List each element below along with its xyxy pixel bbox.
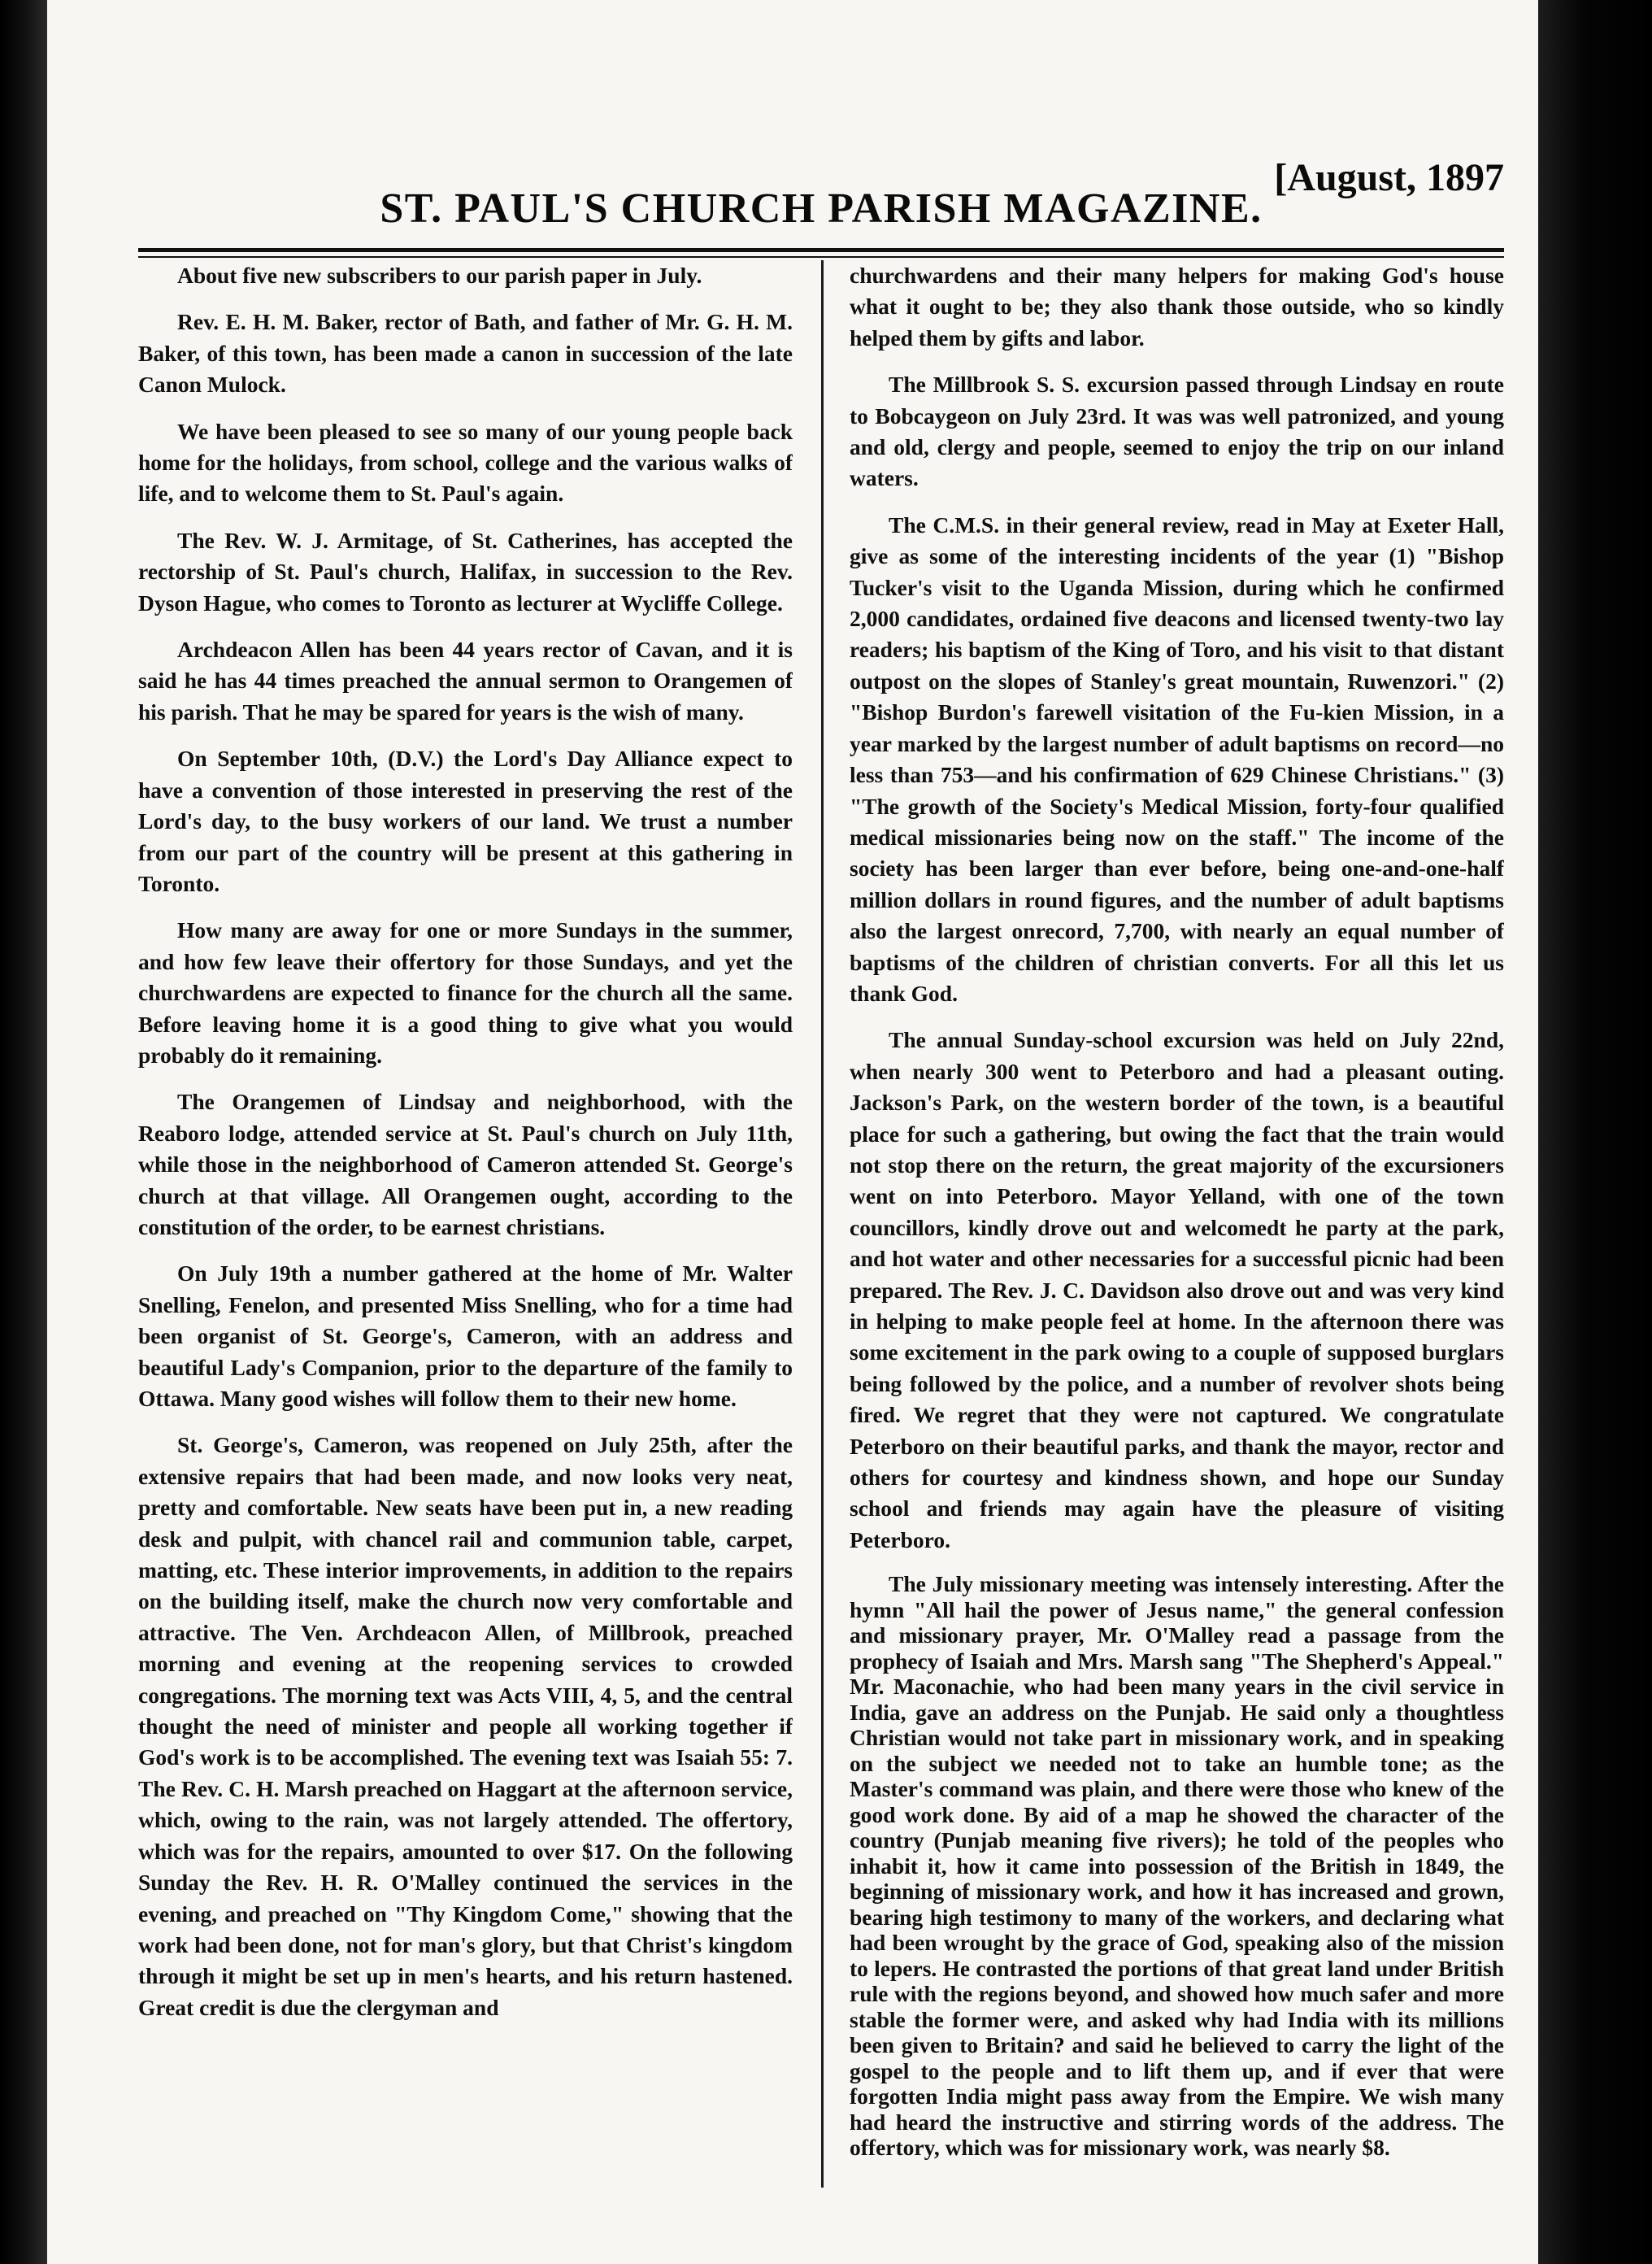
header-rule-thick <box>138 248 1504 252</box>
paragraph: How many are away for one or more Sundays in the summer, and how few leave their offertory for those Sundays, and yet the churchwardens are expected to finance for the church all the same. Before leaving home it is a good thing to give what you would probably do it remaining. <box>138 917 793 1068</box>
paragraph: The Rev. W. J. Armitage, of St. Catherines, has accepted the rectorship of St. Paul's church, Halifax, in succession to the Rev. Dyson Hague, who comes to Toronto as lecturer at Wycliffe College. <box>138 527 793 616</box>
magazine-title: ST. PAUL'S CHURCH PARISH MAGAZINE. <box>380 185 1263 232</box>
paragraph: The C.M.S. in their general review, read in May at Exeter Hall, give as some of the interesting incidents of the year (1) "Bishop Tucker's visit to the Uganda Mission, during which he confirmed 2,000 candidates, ordained five deacons and licensed twenty-two lay readers; his baptism of the King of Toro, and his visit to that distant outpost on the slopes of Stanley's great mountain, Ruwenzori." (2) "Bishop Burdon's farewell visitation of the Fu-kien Mission, in a year marked by the largest number of adult baptisms on record—no less than 753—and his confirmation of 629 Chinese Christians." (3) "The growth of the Society's Medical Mission, forty-four qualified medical missionaries being now on the staff." The income of the society has been larger than ever before, being one-and-one-half million dollars in round figures, and the number of adult baptisms also the largest onrecord, 7,700, with nearly an equal number of baptisms of the children of christian converts. For all this let us thank God. <box>850 512 1504 1006</box>
page-content <box>138 126 1504 2208</box>
page-header <box>138 126 1504 248</box>
article-columns <box>138 260 1504 2212</box>
paragraph: On September 10th, (D.V.) the Lord's Day Alliance expect to have a convention of those interested in preserving the rest of the Lord's day, to the busy workers of our land. We trust a number from our part of the country will be present at this gathering in Toronto. <box>138 746 793 896</box>
scan-edge-right <box>1538 0 1652 2264</box>
paragraph: Archdeacon Allen has been 44 years rector of Cavan, and it is said he has 44 times preached the annual sermon to Orangemen of his parish. That he may be spared for years is the wish of many. <box>138 637 793 725</box>
paragraph: St. George's, Cameron, was reopened on July 25th, after the extensive repairs that had been made, and now looks very neat, pretty and comfortable. New seats have been put in, a new reading desk and pulpit, with chancel rail and communion table, carpet, matting, etc. These interior improvements, in addition to the repairs on the building itself, make the church now very comfortable and attractive. The Ven. Archdeacon Allen, of Millbrook, preached morning and evening at the reopening services to crowded congregations. The morning text was Acts VIII, 4, 5, and the central thought the need of minister and people all working together if God's work is to be accomplished. The evening text was Isaiah 55: 7. The Rev. C. H. Marsh preached on Haggart at the afternoon service, which, owing to the rain, was not largely attended. The offertory, which was for the repairs, amounted to over $17. On the following Sunday the Rev. H. R. O'Malley continued the services in the evening, and preached on "Thy Kingdom Come," showing that the work had been done, not for man's glory, but that Christ's kingdom through it might be set up in men's hearts, and his return hastened. Great credit is due the clergyman and <box>138 1432 793 2020</box>
left-column <box>138 260 793 2212</box>
issue-date: [August, 1897 <box>1274 156 1504 199</box>
column-divider <box>821 260 824 2188</box>
scan-edge-left <box>0 0 47 2264</box>
paragraph: The July missionary meeting was intensely interesting. After the hymn "All hail the power of Jesus name," the general confession and missionary prayer, Mr. O'Malley read a passage from the prophecy of Isaiah and Mrs. Marsh sang "The Shepherd's Appeal." Mr. Maconachie, who had been many years in the civil service in India, gave an address on the Punjab. He said only a thoughtless Christian would not take part in missionary work, and in speaking on the subject we needed not to take an humble tone; as the Master's command was plain, and there were those who knew of the good work done. By aid of a map he showed the character of the country (Punjab meaning five rivers); he told of the peoples who inhabit it, how it came into possession of the British in 1849, the beginning of missionary work, and how it has increased and grown, bearing high testimony to many of the workers, and declaring what had been wrought by the grace of God, speaking also of the mission to lepers. He contrasted the portions of that great land under British rule with the regions beyond, and showed how much safer and more stable the former were, and asked why had India with its millions been given to Britain? and said he believed to carry the light of the gospel to the people and to lift them up, and if ever that were forgotten India might pass away from the Empire. We wish many had heard the instructive and stirring words of the address. The offertory, which was for missionary work, was nearly $8. <box>850 1571 1504 2161</box>
paragraph: Rev. E. H. M. Baker, rector of Bath, and father of Mr. G. H. M. Baker, of this town, has been made a canon in succession of the late Canon Mulock. <box>138 309 793 398</box>
paragraph: About five new subscribers to our parish paper in July. <box>177 263 702 288</box>
paragraph: We have been pleased to see so many of our young people back home for the holidays, from school, college and the various walks of life, and to welcome them to St. Paul's again. <box>138 418 793 507</box>
paragraph: The Millbrook S. S. excursion passed through Lindsay en route to Bobcaygeon on July 23rd. It was was well patronized, and young and old, clergy and people, seemed to enjoy the trip on our inland waters. <box>850 372 1504 491</box>
paragraph: churchwardens and their many helpers for making God's house what it ought to be; they also thank those outside, who so kindly helped them by gifts and labor. <box>850 263 1504 350</box>
paragraph: On July 19th a number gathered at the home of Mr. Walter Snelling, Fenelon, and presented Miss Snelling, who for a time had been organist of St. George's, Cameron, with an address and beautiful Lady's Companion, prior to the departure of the family to Ottawa. Many good wishes will follow them to their new home. <box>138 1260 793 1411</box>
header-rule-thin <box>138 256 1504 258</box>
magazine-page <box>47 0 1538 2264</box>
paragraph: The annual Sunday-school excursion was held on July 22nd, when nearly 300 went to Peterboro and had a pleasant outing. Jackson's Park, on the western border of the town, is a beautiful place for such a gathering, but owing the fact that the train would not stop there on the return, the great majority of the excursioners went on into Peterboro. Mayor Yelland, with one of the town councillors, kindly drove out and welcomedt he party at the park, and hot water and other necessaries for a successful picnic had been prepared. The Rev. J. C. Davidson also drove out and was very kind in helping to make people feel at home. In the afternoon there was some excitement in the park owing to a couple of supposed burglars being followed by the police, and a number of revolver shots being fired. We regret that they were not captured. We congratulate Peterboro on their beautiful parks, and thank the mayor, rector and others for courtesy and kindness shown, and hope our Sunday school and friends may again have the pleasure of visiting Peterboro. <box>850 1027 1504 1552</box>
paragraph: The Orangemen of Lindsay and neighborhood, with the Reaboro lodge, attended service at St. Paul's church on July 11th, while those in the neighborhood of Cameron attended St. George's church at that village. All Orangemen ought, according to the constitution of the order, to be earnest christians. <box>138 1089 793 1239</box>
right-column <box>850 260 1504 2212</box>
